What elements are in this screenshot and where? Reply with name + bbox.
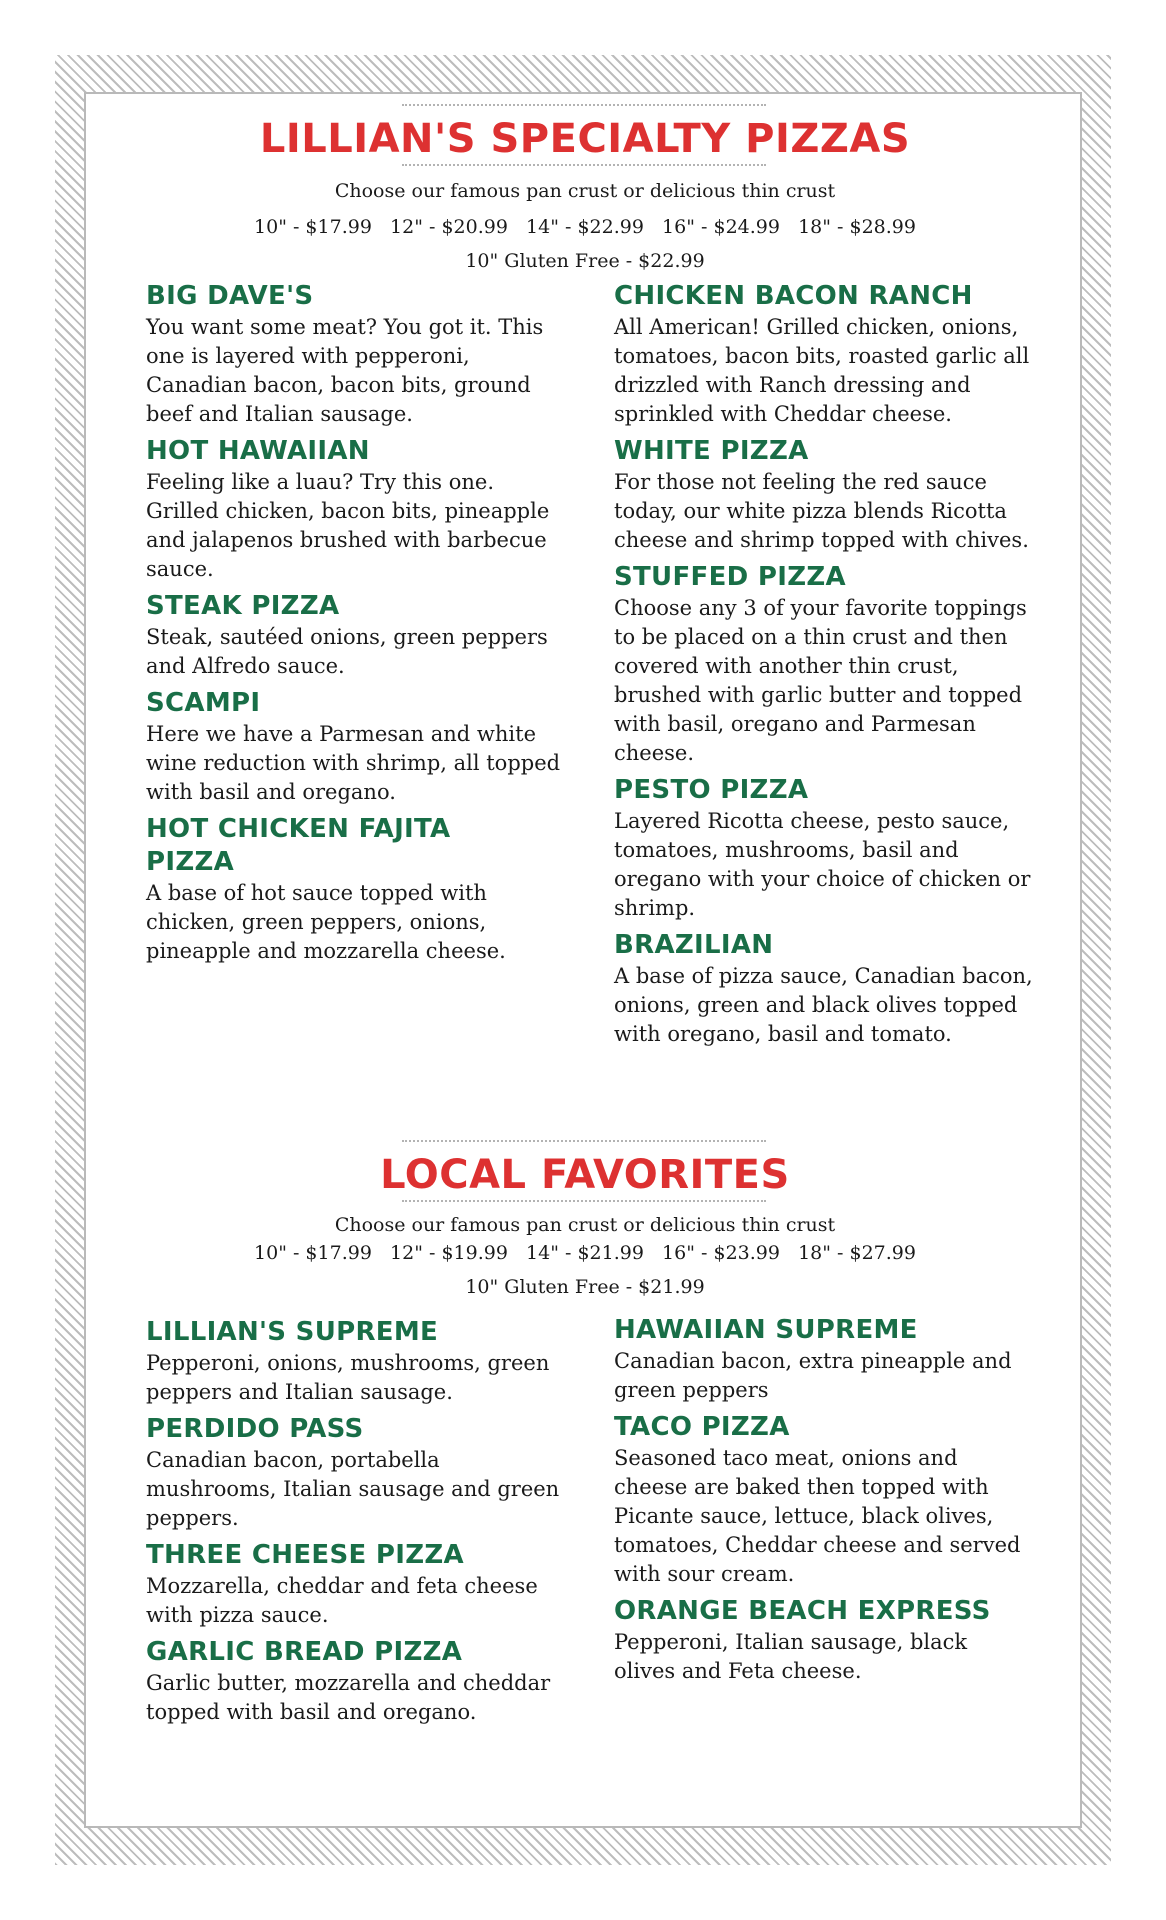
local-prices: 10" - $17.99 12" - $19.99 14" - $21.99 16" - $23.99 18" - $27.99 (254, 1242, 916, 1264)
item-description: Pepperoni, onions, mushrooms, green peppers and Italian sausage. (146, 1351, 550, 1404)
specialty-right-column (614, 280, 1034, 1055)
item-name: CHICKEN BACON RANCH (614, 281, 973, 311)
item-name: WHITE PIZZA (614, 436, 809, 466)
local-crust-line: Choose our famous pan crust or delicious thin crust (334, 1214, 836, 1236)
item-name: STEAK PIZZA (146, 591, 340, 621)
item-name: HOT HAWAIIAN (146, 436, 370, 466)
item-name: THREE CHEESE PIZZA (146, 1540, 464, 1570)
menu-card (84, 92, 1082, 1828)
menu-item (614, 1314, 1034, 1405)
title-divider-bottom (402, 164, 766, 166)
item-description: Pepperoni, Italian sausage, black olives and Feta cheese. (614, 1630, 968, 1683)
item-description: Here we have a Parmesan and white wine reduction with shrimp, all topped with basil and oregano. (146, 722, 561, 804)
item-name: ORANGE BEACH EXPRESS (614, 1596, 991, 1626)
item-name: LILLIAN'S SUPREME (146, 1317, 439, 1347)
specialty-crust-line: Choose our famous pan crust or delicious thin crust (334, 180, 836, 202)
specialty-left-column (146, 280, 566, 972)
item-name: BIG DAVE'S (146, 281, 314, 311)
menu-item (146, 687, 566, 807)
item-name: PESTO PIZZA (614, 775, 809, 805)
menu-item (146, 813, 566, 966)
item-name: STUFFED PIZZA (614, 562, 846, 592)
local-title: LOCAL FAVORITES (380, 1152, 790, 1198)
menu-item (614, 435, 1034, 555)
item-description: For those not feeling the red sauce today, our white pizza blends Ricotta cheese and shrimp topped with chives. (614, 470, 1029, 552)
specialty-prices: 10" - $17.99 12" - $20.99 14" - $22.99 16" - $24.99 18" - $28.99 (254, 216, 916, 238)
menu-item (146, 590, 566, 681)
item-description: Feeling like a luau? Try this one. Grilled chicken, bacon bits, pineapple and jalapenos brushed with barbecue sauce. (146, 470, 550, 581)
item-description: You want some meat? You got it. This one is layered with pepperoni, Canadian bacon, bacon bits, ground beef and Italian sausage. (146, 315, 544, 426)
local-right-column (614, 1314, 1034, 1692)
item-name: HAWAIIAN SUPREME (614, 1315, 918, 1345)
menu-item (614, 1595, 1034, 1686)
item-description: A base of pizza sauce, Canadian bacon, onions, green and black olives topped with oregano, basil and tomato. (614, 964, 1033, 1046)
menu-item (614, 774, 1034, 923)
title-divider-bottom (402, 1200, 766, 1202)
title-divider-top (402, 104, 766, 106)
item-description: Seasoned taco meat, onions and cheese are baked then topped with Picante sauce, lettuce, black olives, tomatoes, Cheddar cheese and served with sour cream. (614, 1446, 1021, 1586)
specialty-title: LILLIAN'S SPECIALTY PIZZAS (259, 116, 911, 162)
menu-item (146, 1413, 566, 1533)
menu-item (614, 561, 1034, 768)
item-name: GARLIC BREAD PIZZA (146, 1637, 463, 1667)
local-gluten-free: 10" Gluten Free - $21.99 (465, 1276, 705, 1298)
item-name: HOT CHICKEN FAJITA PIZZA (146, 814, 451, 877)
menu-item (614, 929, 1034, 1049)
item-name: PERDIDO PASS (146, 1414, 364, 1444)
menu-item (614, 280, 1034, 429)
item-name: BRAZILIAN (614, 930, 774, 960)
local-left-column (146, 1316, 566, 1733)
item-description: Garlic butter, mozzarella and cheddar topped with basil and oregano. (146, 1671, 551, 1724)
item-description: Canadian bacon, portabella mushrooms, Italian sausage and green peppers. (146, 1448, 560, 1530)
item-name: TACO PIZZA (614, 1412, 790, 1442)
menu-item (146, 1636, 566, 1727)
item-name: SCAMPI (146, 688, 261, 718)
item-description: Steak, sautéed onions, green peppers and Alfredo sauce. (146, 625, 548, 678)
item-description: A base of hot sauce topped with chicken, green peppers, onions, pineapple and mozzarella cheese. (146, 881, 506, 963)
menu-item (146, 1316, 566, 1407)
specialty-gluten-free: 10" Gluten Free - $22.99 (465, 250, 705, 272)
item-description: Layered Ricotta cheese, pesto sauce, tomatoes, mushrooms, basil and oregano with your choice of chicken or shrimp. (614, 809, 1031, 920)
item-description: Mozzarella, cheddar and feta cheese with pizza sauce. (146, 1574, 538, 1627)
menu-item (146, 435, 566, 584)
item-description: Choose any 3 of your favorite toppings to be placed on a thin crust and then covered with another thin crust, brushed with garlic butter and topped with basil, oregano and Parmesan cheese. (614, 596, 1027, 765)
title-divider-top (402, 1140, 766, 1142)
menu-item (614, 1411, 1034, 1589)
menu-item (146, 280, 566, 429)
menu-item (146, 1539, 566, 1630)
item-description: All American! Grilled chicken, onions, tomatoes, bacon bits, roasted garlic all drizzled with Ranch dressing and sprinkled with Cheddar cheese. (614, 315, 1030, 426)
item-description: Canadian bacon, extra pineapple and green peppers (614, 1349, 1012, 1402)
